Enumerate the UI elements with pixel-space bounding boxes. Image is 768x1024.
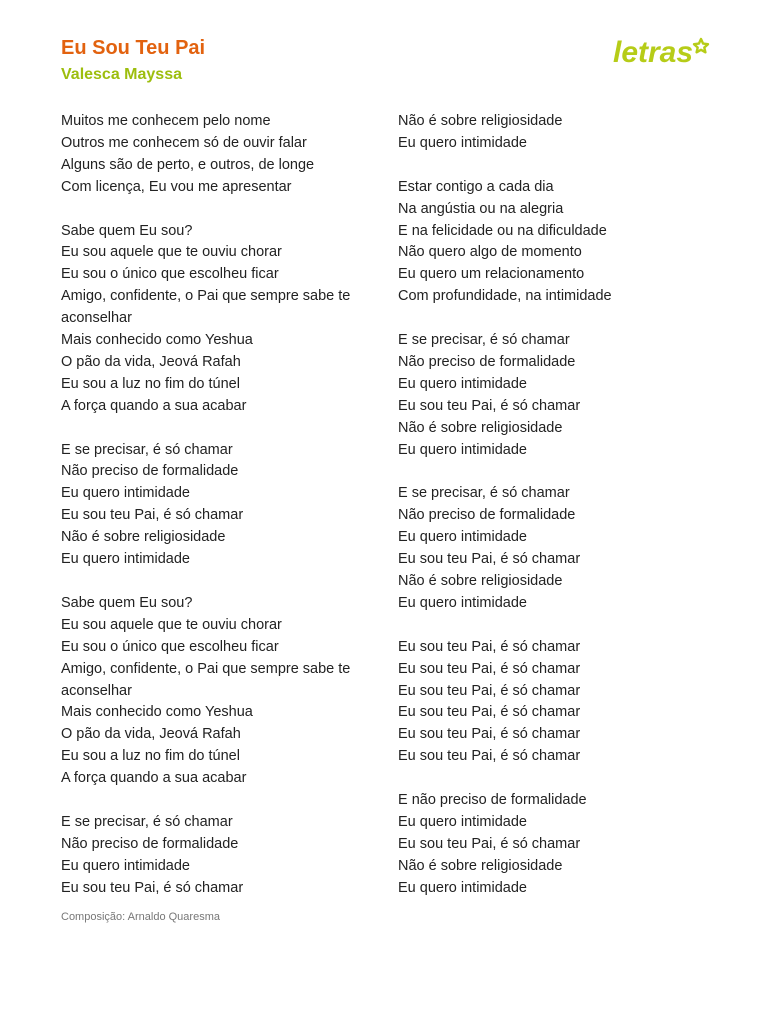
- lyric-line: Eu quero um relacionamento: [398, 266, 585, 283]
- lyric-line: Eu sou teu Pai, é só chamar: [398, 551, 581, 568]
- lyric-line: Mais conhecido como Yeshua: [61, 704, 253, 721]
- lyric-line: Eu sou teu Pai, é só chamar: [61, 879, 244, 896]
- lyric-line: Não preciso de formalidade: [398, 507, 576, 524]
- lyric-line: Eu quero intimidade: [398, 441, 527, 458]
- letras-logo[interactable]: [611, 34, 711, 70]
- lyric-line: Na angústia ou na alegria: [398, 200, 564, 217]
- lyrics-column-left: [61, 111, 379, 921]
- lyric-line: Eu quero intimidade: [398, 594, 527, 611]
- lyric-line: Eu sou teu Pai, é só chamar: [61, 507, 244, 524]
- lyric-line: Estar contigo a cada dia: [398, 178, 554, 195]
- lyric-line: Eu sou o único que escolheu ficar: [61, 638, 279, 655]
- lyric-line: Eu quero intimidade: [398, 879, 527, 896]
- lyric-line: Eu sou o único que escolheu ficar: [61, 266, 279, 283]
- lyrics-stanza: [61, 593, 379, 790]
- lyric-line: Eu sou aquele que te ouviu chorar: [61, 244, 282, 261]
- lyrics-stanza: [61, 111, 379, 199]
- lyric-line: E na felicidade ou na dificuldade: [398, 222, 607, 239]
- song-title: Eu Sou Teu Pai: [61, 37, 206, 59]
- lyric-line: Outros me conhecem só de ouvir falar: [61, 134, 307, 151]
- lyric-line: Eu sou teu Pai, é só chamar: [398, 682, 581, 699]
- artist-name[interactable]: Valesca Mayssa: [61, 66, 182, 83]
- lyric-line: Não é sobre religiosidade: [398, 419, 563, 436]
- lyric-line: E se precisar, é só chamar: [61, 441, 233, 458]
- lyric-line: Eu quero intimidade: [61, 485, 190, 502]
- lyric-line: Mais conhecido como Yeshua: [61, 332, 253, 349]
- lyric-line: Não preciso de formalidade: [61, 463, 239, 480]
- lyric-line: Eu quero intimidade: [398, 375, 527, 392]
- lyric-line: Eu sou teu Pai, é só chamar: [398, 726, 581, 743]
- lyric-line: Eu sou teu Pai, é só chamar: [398, 638, 581, 655]
- lyric-line: Sabe quem Eu sou?: [61, 594, 193, 611]
- lyrics-stanza: [61, 440, 379, 571]
- lyrics-stanza: [398, 177, 728, 308]
- lyrics-column-right: [398, 111, 728, 921]
- lyric-line: Amigo, confidente, o Pai que sempre sabe te aconselhar: [61, 288, 351, 327]
- lyric-line: O pão da vida, Jeová Rafah: [61, 726, 241, 743]
- lyric-line: Não quero algo de momento: [398, 244, 582, 261]
- lyric-line: Eu sou teu Pai, é só chamar: [398, 748, 581, 765]
- lyric-line: Não é sobre religiosidade: [398, 857, 563, 874]
- lyrics-stanza: [398, 330, 728, 461]
- lyric-line: Eu quero intimidade: [398, 813, 527, 830]
- composition-credits: Composição: Arnaldo Quaresma: [61, 911, 220, 923]
- letras-logo-wordmark: letras: [613, 36, 694, 69]
- lyric-line: Eu sou aquele que te ouviu chorar: [61, 616, 282, 633]
- lyric-line: Eu quero intimidade: [61, 551, 190, 568]
- lyric-line: Eu sou a luz no fim do túnel: [61, 375, 240, 392]
- lyric-line: Sabe quem Eu sou?: [61, 222, 193, 239]
- lyric-line: E se precisar, é só chamar: [398, 485, 570, 502]
- lyric-line: O pão da vida, Jeová Rafah: [61, 353, 241, 370]
- lyric-line: A força quando a sua acabar: [61, 770, 247, 787]
- star-icon: [694, 39, 708, 52]
- lyric-line: E se precisar, é só chamar: [61, 813, 233, 830]
- lyric-line: Eu sou a luz no fim do túnel: [61, 748, 240, 765]
- lyric-line: Eu sou teu Pai, é só chamar: [398, 704, 581, 721]
- lyric-line: Com licença, Eu vou me apresentar: [61, 178, 292, 195]
- lyric-line: Não preciso de formalidade: [398, 353, 576, 370]
- lyrics-stanza: [61, 221, 379, 418]
- lyric-line: Eu sou teu Pai, é só chamar: [398, 835, 581, 852]
- lyrics-stanza: [398, 483, 728, 614]
- letras-logo-graphic: [611, 34, 711, 70]
- lyric-line: Não é sobre religiosidade: [61, 529, 226, 546]
- lyric-line: Eu quero intimidade: [61, 857, 190, 874]
- lyric-line: Muitos me conhecem pelo nome: [61, 113, 271, 129]
- lyric-line: Não é sobre religiosidade: [398, 113, 563, 129]
- lyric-line: Eu quero intimidade: [398, 134, 527, 151]
- lyric-line: E não preciso de formalidade: [398, 792, 587, 809]
- lyric-line: Alguns são de perto, e outros, de longe: [61, 156, 315, 173]
- lyrics-stanza: [398, 637, 728, 768]
- lyric-line: Com profundidade, na intimidade: [398, 288, 612, 305]
- lyrics-stanza: [398, 790, 728, 900]
- lyric-line: Não é sobre religiosidade: [398, 572, 563, 589]
- lyrics-stanza: [398, 111, 728, 155]
- lyrics-stanza: [61, 812, 379, 900]
- lyric-line: Amigo, confidente, o Pai que sempre sabe te aconselhar: [61, 660, 351, 699]
- lyric-line: E se precisar, é só chamar: [398, 332, 570, 349]
- lyric-line: Eu sou teu Pai, é só chamar: [398, 660, 581, 677]
- lyric-line: Eu sou teu Pai, é só chamar: [398, 397, 581, 414]
- lyric-line: Não preciso de formalidade: [61, 835, 239, 852]
- lyric-line: Eu quero intimidade: [398, 529, 527, 546]
- lyric-line: A força quando a sua acabar: [61, 397, 247, 414]
